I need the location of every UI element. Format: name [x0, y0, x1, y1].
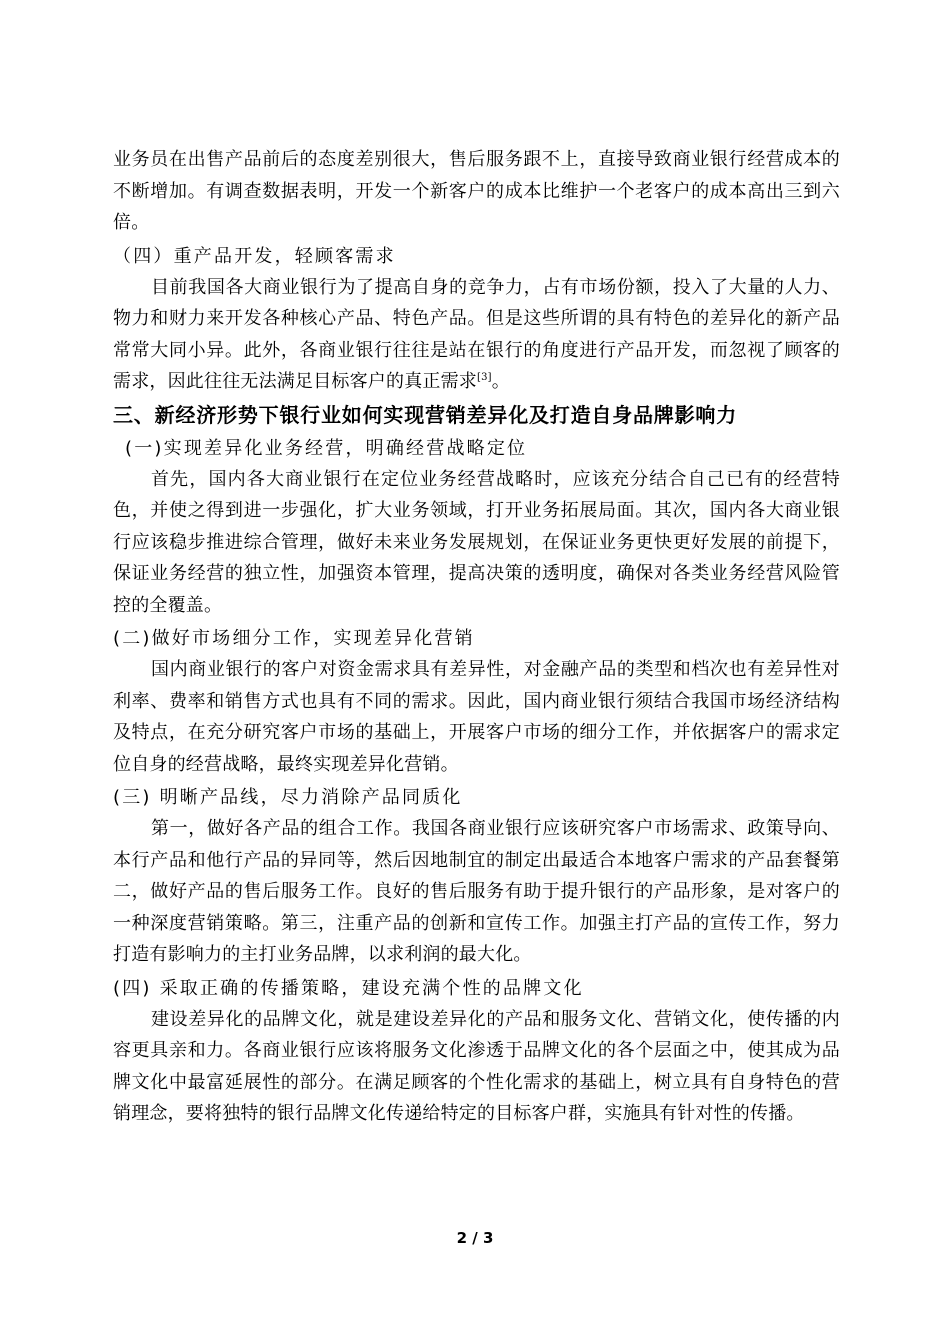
- paragraph-intro: 业务员在出售产品前后的态度差别很大，售后服务跟不上，直接导致商业银行经营成本的不断增加。有调查数据表明，开发一个新客户的成本比维护一个老客户的成本高出三到六倍。: [113, 149, 840, 233]
- paragraph-section3-one: 首先，国内各大商业银行在定位业务经营战略时，应该充分结合自己已有的经营特色，并使之得到进一步强化，扩大业务领域，打开业务拓展局面。其次，国内各大商业银行应该稳步推进综合管理，做好未来业务发展规划，在保证业务更快更好发展的前提下，保证业务经营的独立性，加强资本管理，提高决策的透明度，确保对各类业务经营风险管控的全覆盖。: [113, 468, 840, 616]
- paragraph-four-text: 目前我国各大商业银行为了提高自身的竞争力，占有市场份额，投入了大量的人力、物力和财力来开发各种核心产品、特色产品。但是这些所谓的具有特色的差异化的新产品常常大同小异。此外，各商业银行往往是站在银行的角度进行产品开发，而忽视了顾客的需求，因此往往无法满足目标客户的真正需求: [113, 276, 840, 392]
- subheading-section3-three: (三) 明晰产品线，尽力消除产品同质化: [113, 787, 463, 808]
- paragraph-four: [113, 272, 840, 398]
- page-content: [113, 144, 840, 1130]
- subheading-section3-four: (四) 采取正确的传播策略，建设充满个性的品牌文化: [113, 977, 584, 999]
- paragraph-section3-three: 第一，做好各产品的组合工作。我国各商业银行应该研究客户市场需求、政策导向、本行产品和他行产品的异同等，然后因地制宜的制定出最适合本地客户需求的产品套餐第二，做好产品的售后服务工作。良好的售后服务有助于提升银行的产品形象，是对客户的一种深度营销策略。第三，注重产品的创新和宣传工作。加强主打产品的宣传工作，努力打造有影响力的主打业务品牌，以求利润的最大化。: [113, 818, 840, 965]
- paragraph-four-end: 。: [491, 371, 510, 392]
- subheading-section3-two: (二)做好市场细分工作，实现差异化营销: [113, 628, 475, 649]
- subheading-section3-one: (一)实现差异化业务经营，明确经营战略定位: [125, 437, 528, 459]
- paragraph-section3-two: 国内商业银行的客户对资金需求具有差异性，对金融产品的类型和档次也有差异性对利率、费率和销售方式也具有不同的需求。因此，国内商业银行须结合我国市场经济结构及特点，在充分研究客户市场的基础上，开展客户市场的细分工作，并依据客户的需求定位自身的经营战略，最终实现差异化营销。: [113, 659, 840, 775]
- section-heading-three: 三、新经济形势下银行业如何实现营销差异化及打造自身品牌影响力: [113, 402, 737, 427]
- paragraph-section3-four: 建设差异化的品牌文化，就是建设差异化的产品和服务文化、营销文化，使传播的内容更具亲和力。各商业银行应该将服务文化渗透于品牌文化的各个层面之中，使其成为品牌文化中最富延展性的部分。在满足顾客的个性化需求的基础上，树立具有自身特色的营销理念，要将独特的银行品牌文化传递给特定的目标客户群，实施具有针对性的传播。: [113, 1008, 840, 1124]
- citation-ref: [3]: [477, 372, 492, 383]
- page-number: 2 / 3: [456, 1229, 494, 1247]
- subheading-four: （四）重产品开发，轻顾客需求: [113, 245, 396, 267]
